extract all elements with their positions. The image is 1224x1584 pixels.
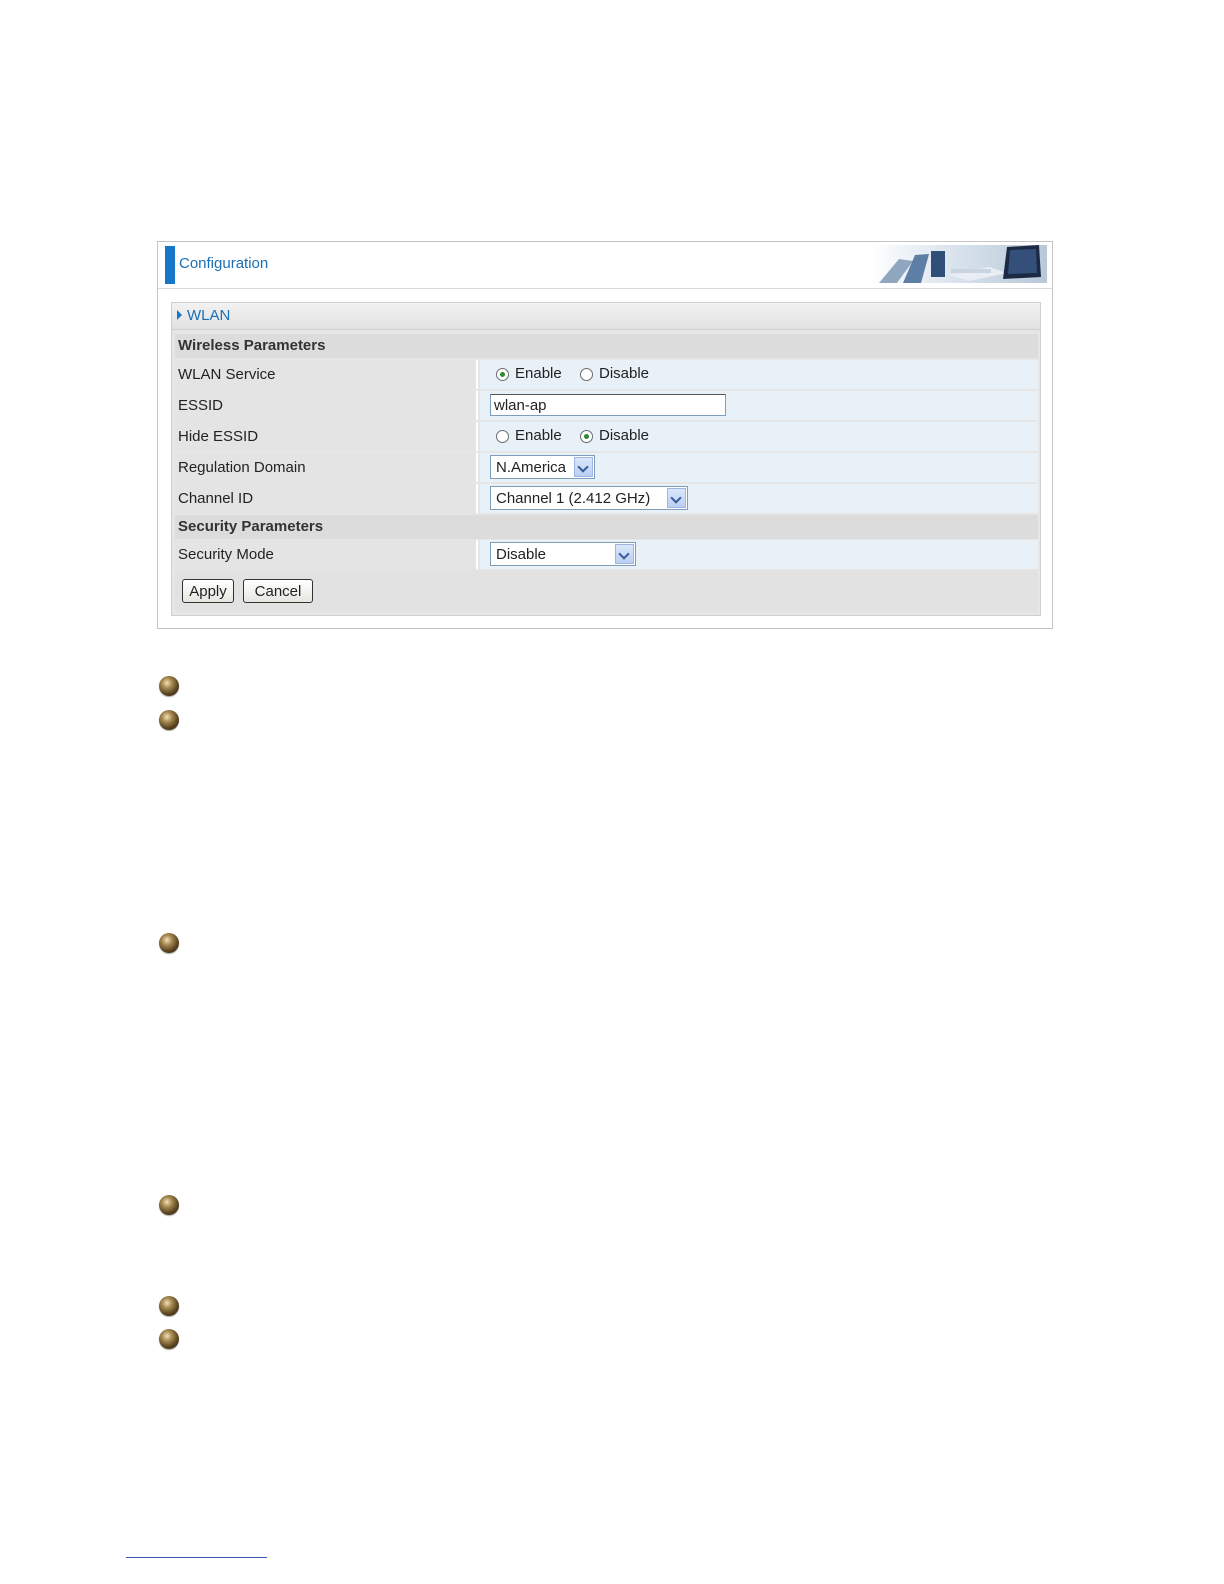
cancel-button[interactable]: Cancel bbox=[243, 579, 313, 603]
header-accent-bar bbox=[165, 246, 175, 284]
regulation-domain-value: N.America bbox=[496, 459, 567, 476]
security-mode-select[interactable] bbox=[490, 542, 636, 566]
wireless-parameters-label: Wireless Parameters bbox=[178, 337, 326, 354]
bullet-icon bbox=[159, 676, 179, 696]
hide-essid-label: Hide ESSID bbox=[178, 428, 259, 445]
hide-essid-enable-label[interactable]: Enable bbox=[515, 427, 562, 444]
bullet-icon bbox=[159, 1329, 179, 1349]
apply-button[interactable]: Apply bbox=[182, 579, 234, 603]
bullet-icon bbox=[159, 710, 179, 730]
wireless-parameters-heading bbox=[175, 334, 1038, 358]
hide-essid-disable-label[interactable]: Disable bbox=[599, 427, 650, 444]
regulation-domain-row bbox=[175, 453, 1038, 482]
panel-title: Configuration bbox=[179, 255, 269, 272]
regulation-domain-select[interactable] bbox=[490, 455, 595, 479]
security-mode-label: Security Mode bbox=[178, 546, 274, 563]
wlan-service-disable-radio[interactable] bbox=[580, 368, 593, 381]
wlan-service-enable-label[interactable]: Enable bbox=[515, 365, 562, 382]
bullet-icon bbox=[159, 1296, 179, 1316]
hide-essid-row bbox=[175, 422, 1038, 451]
essid-input[interactable] bbox=[490, 394, 726, 416]
wlan-service-label: WLAN Service bbox=[178, 366, 276, 383]
configuration-panel bbox=[157, 241, 1053, 629]
footnote-divider bbox=[126, 1557, 267, 1558]
wlan-section bbox=[171, 302, 1041, 616]
security-mode-row bbox=[175, 540, 1038, 569]
essid-row bbox=[175, 391, 1038, 420]
security-mode-value: Disable bbox=[496, 546, 547, 563]
button-bar bbox=[175, 570, 1038, 612]
chevron-down-icon[interactable] bbox=[667, 488, 686, 508]
bullet-icon bbox=[159, 1195, 179, 1215]
chevron-down-icon[interactable] bbox=[574, 457, 593, 477]
security-parameters-label: Security Parameters bbox=[178, 518, 324, 535]
wlan-service-enable-radio[interactable] bbox=[496, 368, 509, 381]
wlan-tab-label: WLAN bbox=[187, 307, 231, 324]
expand-arrow-icon bbox=[177, 310, 182, 320]
wlan-service-disable-label[interactable]: Disable bbox=[599, 365, 650, 382]
bullet-icon bbox=[159, 933, 179, 953]
channel-id-row bbox=[175, 484, 1038, 513]
hide-essid-disable-radio[interactable] bbox=[580, 430, 593, 443]
hide-essid-enable-radio[interactable] bbox=[496, 430, 509, 443]
channel-id-value: Channel 1 (2.412 GHz) bbox=[496, 490, 651, 507]
essid-label: ESSID bbox=[178, 397, 224, 414]
wlan-service-row bbox=[175, 360, 1038, 389]
panel-header bbox=[158, 242, 1052, 289]
security-parameters-heading bbox=[175, 515, 1038, 539]
channel-id-label: Channel ID bbox=[178, 490, 254, 507]
regulation-domain-label: Regulation Domain bbox=[178, 459, 306, 476]
office-banner-icon bbox=[869, 245, 1047, 283]
wlan-tab[interactable] bbox=[172, 303, 1040, 330]
chevron-down-icon[interactable] bbox=[615, 544, 634, 564]
channel-id-select[interactable] bbox=[490, 486, 688, 510]
